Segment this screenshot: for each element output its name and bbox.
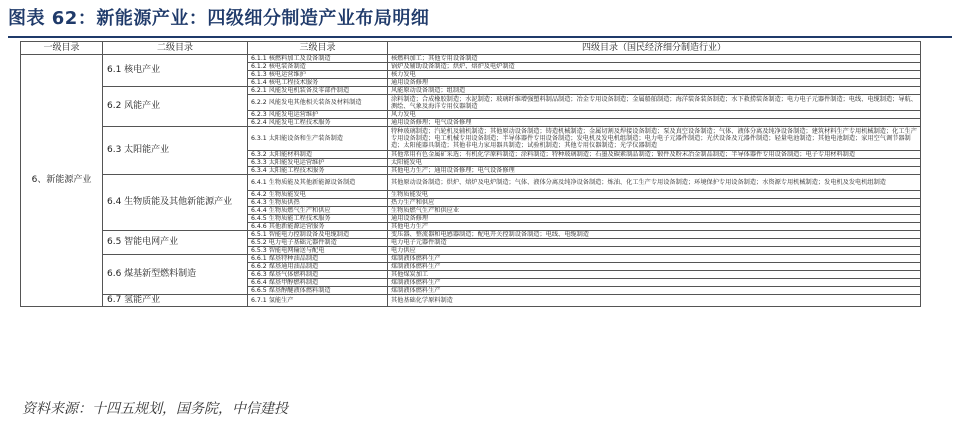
level3-cell: 6.1.3 核电运营维护 xyxy=(248,71,388,79)
level4-cell: 特种玻璃制造；汽轮机及辅机制造；其他原动设备制造；铸造机械制造；金属切割及焊接设备制造；泵及真空设备制造；气体、液体分离及纯净设备制造；建筑材料生产专用机械制造；化工生产专用设备制造；电工机械专用设备制造；半导体器件专用设备制造；发电机及发电机组制造；电力电子元器件制造；光伏设备及元器件制造；轻量电池制造；其他电池制造；家用空气调节器制造；太阳能器具制造；其他非电力家用器具制造；试验机制造；其他专用仪器制造；光学仪器制造 xyxy=(388,127,921,151)
figure-title: 图表 62：新能源产业：四级细分制造产业布局明细 xyxy=(8,8,430,29)
level4-cell: 涂料制造；合成橡胶制造；水泥制造；玻璃纤维增强塑料制品制造；冶金专用设备制造；金属船舶制造；海洋装备装备制造；水下救捞装备制造；电力电子元器件制造；电线、电缆制造；导航、测绘、气象及海洋专用仪器制造 xyxy=(388,95,921,111)
title-divider xyxy=(8,36,952,38)
level3-cell: 6.4.6 其他新能源运营服务 xyxy=(248,223,388,231)
level3-cell: 6.5.2 电力电子基础元器件制造 xyxy=(248,239,388,247)
level4-cell: 其他原动设备制造；烘炉、熔炉及电炉制造；气体、液体分离及纯净设备制造；炼油、化工生产专用设备制造；环境保护专用设备制造；水资源专用机械制造；发电机及发电机组制造 xyxy=(388,175,921,191)
level3-cell: 6.7.1 氢能生产 xyxy=(248,295,388,307)
level3-cell: 6.3.1 太阳能设备和生产装备制造 xyxy=(248,127,388,151)
level3-cell: 6.2.1 风能发电机装备及零部件制造 xyxy=(248,87,388,95)
level3-cell: 6.1.4 核电工程技术服务 xyxy=(248,79,388,87)
level2-cell: 6.4 生物质能及其他新能源产业 xyxy=(103,175,248,231)
level3-cell: 6.5.3 智能电网输送与配电 xyxy=(248,247,388,255)
level4-cell: 通用设备修理 xyxy=(388,79,921,87)
table-row xyxy=(21,55,921,63)
level3-cell: 6.4.4 生物质燃气生产和供应 xyxy=(248,207,388,215)
level4-cell: 太阳能发电 xyxy=(388,159,921,167)
level3-cell: 6.2.4 风能发电工程技术服务 xyxy=(248,119,388,127)
header-level3: 三级目录 xyxy=(248,42,388,55)
level4-cell: 其他电力生产；通用设备修理；电气设备修理 xyxy=(388,167,921,175)
table-row xyxy=(21,127,921,151)
level4-cell: 煤制液体燃料生产 xyxy=(388,263,921,271)
level2-cell: 6.5 智能电网产业 xyxy=(103,231,248,255)
level3-cell: 6.6.5 煤基醇醚液体燃料制造 xyxy=(248,287,388,295)
level1-cell: 6、新能源产业 xyxy=(21,55,103,307)
table-row xyxy=(21,231,921,239)
level3-cell: 6.6.1 煤基特种油品制造 xyxy=(248,255,388,263)
level4-cell: 生物质燃气生产和供应业 xyxy=(388,207,921,215)
level2-cell: 6.6 煤基新型燃料制造 xyxy=(103,255,248,295)
level3-cell: 6.4.2 生物质能发电 xyxy=(248,191,388,199)
level3-cell: 6.6.4 煤基甲醇燃料制造 xyxy=(248,279,388,287)
level3-cell: 6.6.2 煤基通用油品制造 xyxy=(248,263,388,271)
level4-cell: 电力供应 xyxy=(388,247,921,255)
level4-cell: 核燃料加工；其他专用设备制造 xyxy=(388,55,921,63)
level4-cell: 锅炉及辅助设备制造；烘炉、熔炉及电炉制造 xyxy=(388,63,921,71)
level4-cell: 电力电子元器件制造 xyxy=(388,239,921,247)
table-body xyxy=(21,55,921,307)
level4-cell: 煤制液体燃料生产 xyxy=(388,279,921,287)
level3-cell: 6.1.2 核电装备制造 xyxy=(248,63,388,71)
level4-cell: 其他电力生产 xyxy=(388,223,921,231)
level3-cell: 6.2.3 风能发电运营维护 xyxy=(248,111,388,119)
level4-cell: 其他常用有色金属矿采选；有机化学原料制造；涂料制造；特种玻璃制造；石墨及碳素制品制造；锻件及粉末冶金制品制造；半导体器件专用设备制造；电子专用材料制造 xyxy=(388,151,921,159)
level4-cell: 煤制液体燃料生产 xyxy=(388,255,921,263)
table-row xyxy=(21,87,921,95)
level4-cell: 风力发电 xyxy=(388,111,921,119)
level4-cell: 热力生产和供应 xyxy=(388,199,921,207)
level4-cell: 通用设备修理；电气设备修理 xyxy=(388,119,921,127)
level2-cell: 6.1 核电产业 xyxy=(103,55,248,87)
header-level1: 一级目录 xyxy=(21,42,103,55)
level3-cell: 6.4.1 生物质能及其他新能源设备制造 xyxy=(248,175,388,191)
table-row xyxy=(21,255,921,263)
level3-cell: 6.3.3 太阳能发电运营维护 xyxy=(248,159,388,167)
header-level4: 四级目录（国民经济细分制造行业） xyxy=(388,42,921,55)
level2-cell: 6.7 氢能产业 xyxy=(103,295,248,307)
level4-cell: 变压器、整流器和电感器制造；配电开关控制设备制造；电线、电缆制造 xyxy=(388,231,921,239)
table-header-row xyxy=(21,42,921,55)
level4-cell: 其他基础化学原料制造 xyxy=(388,295,921,307)
level3-cell: 6.3.4 太阳能工程技术服务 xyxy=(248,167,388,175)
header-level2: 二级目录 xyxy=(103,42,248,55)
level3-cell: 6.4.3 生物质供热 xyxy=(248,199,388,207)
level4-cell: 生物质能发电 xyxy=(388,191,921,199)
level2-cell: 6.2 风能产业 xyxy=(103,87,248,127)
level3-cell: 6.5.1 智能电力控制设备及电缆制造 xyxy=(248,231,388,239)
table-row xyxy=(21,295,921,307)
level4-cell: 通用设备修理 xyxy=(388,215,921,223)
level4-cell: 其他煤炭加工 xyxy=(388,271,921,279)
level3-cell: 6.3.2 太阳能材料制造 xyxy=(248,151,388,159)
level4-cell: 煤制液体燃料生产 xyxy=(388,287,921,295)
level4-cell: 核力发电 xyxy=(388,71,921,79)
industry-table xyxy=(20,41,921,307)
level3-cell: 6.2.2 风能发电其他相关装备及材料制造 xyxy=(248,95,388,111)
level3-cell: 6.4.5 生物质能工程技术服务 xyxy=(248,215,388,223)
level2-cell: 6.3 太阳能产业 xyxy=(103,127,248,175)
level4-cell: 风能原动设备制造；组制造 xyxy=(388,87,921,95)
source-note: 资料来源：十四五规划，国务院，中信建投 xyxy=(22,401,288,417)
level3-cell: 6.6.3 煤基气体燃料制造 xyxy=(248,271,388,279)
level3-cell: 6.1.1 核燃料加工及设备制造 xyxy=(248,55,388,63)
table-row xyxy=(21,175,921,191)
